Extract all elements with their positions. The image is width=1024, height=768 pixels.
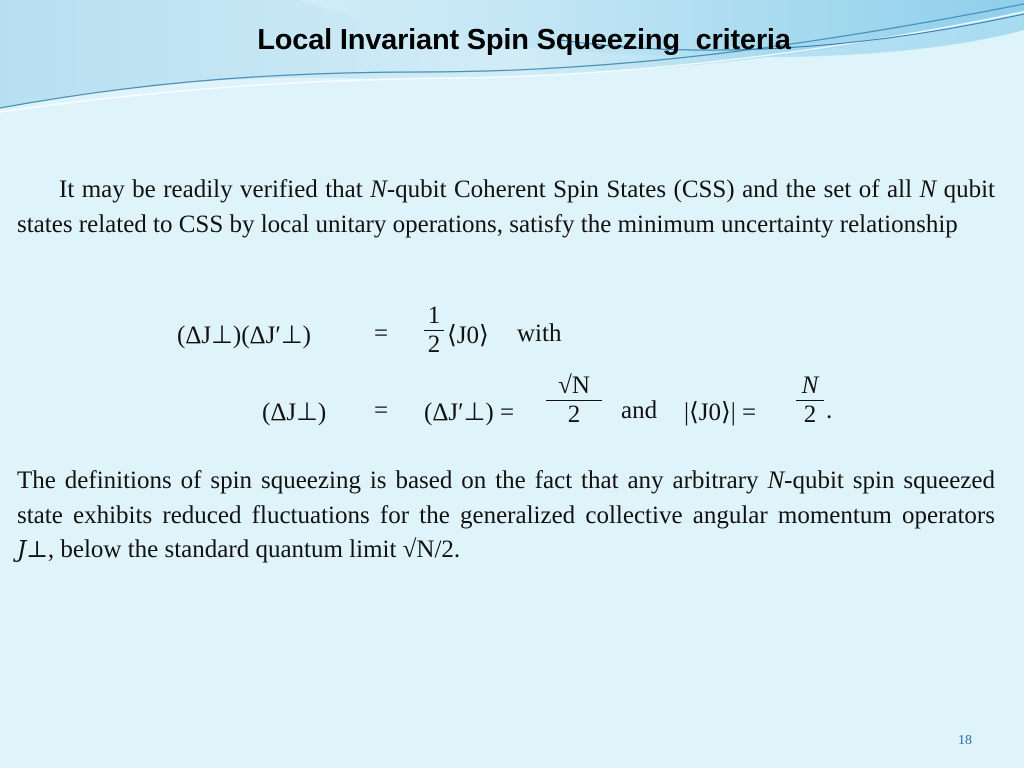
def-text: The definitions of spin squeezing is based on the fact that any arbitrary xyxy=(17,467,768,494)
eq2-fraction-2 xyxy=(796,372,824,429)
eq1-expectation: ⟨J0⟩ xyxy=(447,322,489,349)
eq2-fraction xyxy=(546,372,602,429)
intro-text-3: qubit states related to CSS by local unitary operations, satisfy the minimum uncertainty relationship xyxy=(17,176,995,238)
intro-text-2: -qubit Coherent Spin States (CSS) and the set of all xyxy=(386,176,920,203)
var-N: N xyxy=(919,176,937,203)
var-N: N xyxy=(370,176,387,203)
eq1-lhs: (ΔJ⊥)(ΔJ′⊥) xyxy=(177,322,311,349)
eq2-denominator-2: 2 xyxy=(796,400,824,429)
eq2-abs: |⟨J0⟩| = xyxy=(684,399,757,426)
slide-title: Local Invariant Spin Squeezing criteria xyxy=(257,24,791,56)
definition-paragraph xyxy=(17,464,995,568)
eq1-relation: = xyxy=(374,320,389,347)
eq2-denominator: 2 xyxy=(546,400,602,429)
intro-paragraph xyxy=(17,173,995,242)
eq1-with: with xyxy=(517,320,562,347)
def-text-end: . xyxy=(453,536,461,563)
page-number: 18 xyxy=(958,733,972,748)
def-text-2: -qubit spin squeezed state exhibits reduced fluctuations for the generalized collective angular momentum operators xyxy=(17,467,995,529)
eq2-and: and xyxy=(621,397,658,424)
eq2-numerator-2: N xyxy=(801,372,819,399)
eq2-relation: = xyxy=(374,397,389,424)
operator-J-perp: J⊥ xyxy=(17,537,48,563)
eq2-numerator: √N xyxy=(558,372,590,399)
intro-text: It may be readily verified that xyxy=(59,176,371,203)
var-N: N xyxy=(767,467,785,494)
standard-quantum-limit: √N/2 xyxy=(402,536,454,563)
header-wave-decoration xyxy=(0,0,1024,120)
eq2-lhs: (ΔJ⊥) xyxy=(262,399,327,426)
eq1-denominator: 2 xyxy=(424,330,444,359)
def-text-3: , below the standard quantum limit xyxy=(47,536,403,563)
eq1-numerator: 1 xyxy=(427,302,441,329)
eq2-period: . xyxy=(826,397,833,424)
eq1-fraction xyxy=(424,302,444,359)
eq2-middle: (ΔJ′⊥) = xyxy=(424,399,515,426)
